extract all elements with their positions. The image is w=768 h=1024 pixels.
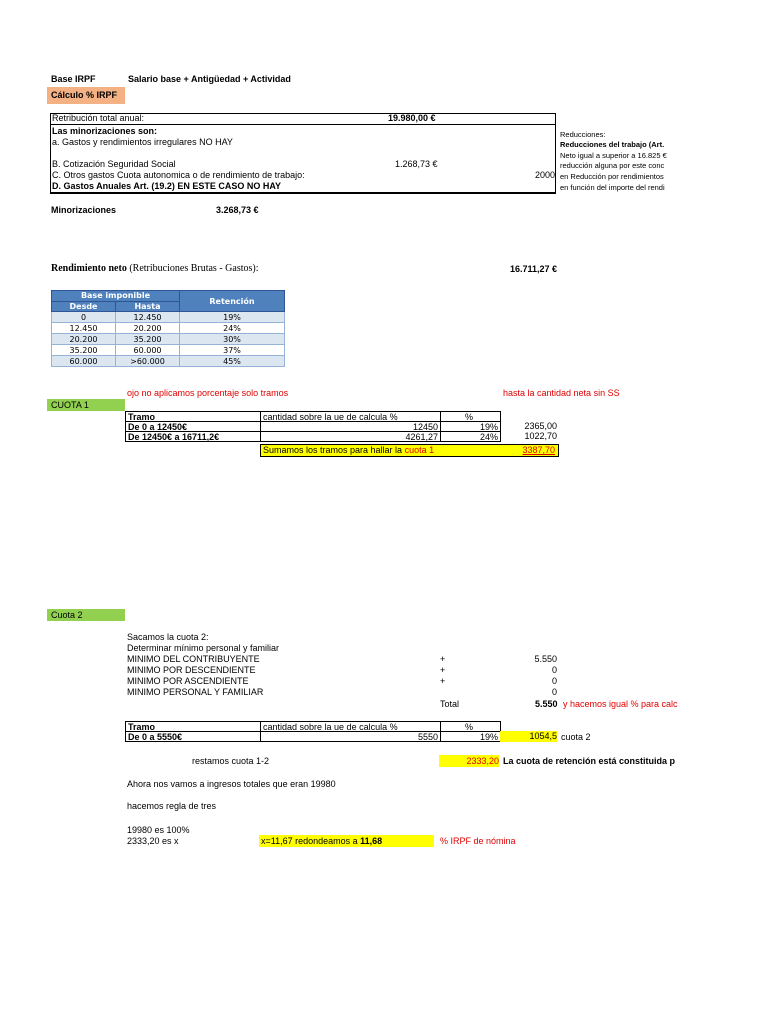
resultado-bold: 11,68 (360, 836, 383, 846)
cuota1-sum-red: cuota 1 (404, 445, 435, 455)
retencion-cell: 45% (180, 356, 285, 367)
cuota2-label: Cuota 2 (47, 609, 125, 621)
hasta-cell: 20.200 (116, 323, 180, 334)
reducciones-notes (560, 130, 768, 196)
cuota2-row-cantidad: 5550 (260, 731, 441, 742)
regla-linea-1: 19980 es 100% (127, 825, 190, 835)
reducciones-label: Reducciones: (560, 130, 606, 139)
retribucion-label: Retribución total anual: (52, 113, 145, 123)
table-row (52, 323, 285, 334)
minimo-contribuyente-label: MINIMO DEL CONTRIBUYENTE (127, 654, 260, 664)
cotizacion-label: B. Cotización Seguridad Social (52, 159, 176, 169)
resultado-prefix: x=11,67 redondeamos a (261, 836, 361, 846)
minimo-contribuyente-value: 5.550 (534, 654, 557, 664)
cuota-retencion-note: La cuota de retención está constituida p (503, 756, 676, 766)
reducciones-line-4: en función del importe del rendi (560, 183, 665, 192)
gastos-irregulares: a. Gastos y rendimientos irregulares NO HAY (52, 137, 233, 147)
cuota1-row2-pct: 24% (440, 431, 501, 442)
minimo-contribuyente-sign: + (440, 654, 446, 664)
hasta-cell: 35.200 (116, 334, 180, 345)
minimo-personal-familiar-label: MINIMO PERSONAL Y FAMILIAR (127, 687, 264, 697)
minimo-personal-familiar-value: 0 (551, 687, 557, 697)
retencion-cell: 30% (180, 334, 285, 345)
rendimiento-neto-rest: (Retribuciones Brutas - Gastos): (126, 263, 259, 274)
cuota1-row2-tramo: De 12450€ a 16711,2€ (125, 431, 261, 442)
desde-header: Desde (52, 301, 116, 312)
retencion-cell: 24% (180, 323, 285, 334)
cuota1-row1-cantidad: 12450 (260, 421, 441, 432)
restamos-label: restamos cuota 1-2 (192, 756, 270, 766)
cuota1-row1-tramo: De 0 a 12450€ (125, 421, 261, 432)
cuota1-sum-value: 3387,70 (522, 445, 555, 455)
total-label: Total (440, 699, 460, 709)
minorizaciones-label: Minorizaciones (51, 205, 117, 215)
minimo-ascendiente-value: 0 (551, 676, 557, 686)
table-row (52, 356, 285, 367)
rendimiento-neto-label (51, 263, 258, 275)
cuota2-row-resultado: 1054,5 (500, 731, 557, 742)
minimo-descendiente-sign: + (440, 665, 446, 675)
resultado-redondeo (259, 835, 434, 847)
cuota1-pct-header: % (440, 411, 501, 422)
base-imponible-header: Base imponible (52, 291, 180, 302)
minimo-descendiente-label: MINIMO POR DESCENDIENTE (127, 665, 256, 675)
table-row (52, 345, 285, 356)
hasta-cell: >60.000 (116, 356, 180, 367)
salario-formula: Salario base + Antigüedad + Actividad (128, 74, 291, 84)
desde-cell: 20.200 (52, 334, 116, 345)
reducciones-trabajo: Reducciones del trabajo (Art. (560, 140, 665, 149)
cuota1-row1-resultado: 2365,00 (524, 421, 557, 431)
desde-cell: 60.000 (52, 356, 116, 367)
base-imponible-table (51, 290, 285, 367)
desde-cell: 35.200 (52, 345, 116, 356)
restamos-value: 2333,20 (439, 755, 499, 767)
table-row (52, 312, 285, 323)
table-row (52, 334, 285, 345)
rendimiento-neto-value: 16.711,27 € (510, 264, 558, 274)
cuota2-row-tramo: De 0 a 5550€ (125, 731, 261, 742)
retribucion-value: 19.980,00 € (388, 113, 436, 123)
rendimiento-neto-bold: Rendimiento neto (51, 263, 127, 274)
box-divider (50, 124, 556, 125)
determinar-minimo: Determinar mínimo personal y familiar (127, 643, 280, 653)
cuota1-sum-text: Sumamos los tramos para hallar la (263, 445, 405, 455)
minorizaciones-value: 3.268,73 € (216, 205, 259, 215)
reducciones-line-2: reducción alguna por este conc (560, 161, 665, 170)
cuota1-row1-pct: 19% (440, 421, 501, 432)
retencion-cell: 37% (180, 345, 285, 356)
base-irpf-label: Base IRPF (51, 74, 96, 84)
minimo-ascendiente-label: MINIMO POR ASCENDIENTE (127, 676, 249, 686)
ojo-note: ojo no aplicamos porcentaje solo tramos (127, 388, 289, 398)
cuota2-row-pct: 19% (440, 731, 501, 742)
regla-de-tres-text: hacemos regla de tres (127, 801, 217, 811)
regla-linea-2: 2333,20 es x (127, 836, 179, 846)
desde-cell: 12.450 (52, 323, 116, 334)
reducciones-line-1: Neto igual a superior a 16.825 € (560, 151, 667, 160)
minimo-descendiente-value: 0 (551, 665, 557, 675)
gastos-anuales: D. Gastos Anuales Art. (19.2) EN ESTE CASO NO HAY (52, 181, 282, 191)
cuota2-cantidad-header: cantidad sobre la ue de calcula % (260, 721, 441, 732)
total-value: 5.550 (535, 699, 558, 709)
retencion-cell: 19% (180, 312, 285, 323)
hasta-cell: 12.450 (116, 312, 180, 323)
total-note: y hacemos igual % para calc (563, 699, 678, 709)
sacamos-cuota2: Sacamos la cuota 2: (127, 632, 209, 642)
cuota1-label: CUOTA 1 (47, 399, 125, 411)
cuota1-tramo-header: Tramo (125, 411, 261, 422)
desde-cell: 0 (52, 312, 116, 323)
hasta-cell: 60.000 (116, 345, 180, 356)
cotizacion-value: 1.268,73 € (395, 159, 438, 169)
retencion-header: Retención (180, 291, 285, 312)
cuota2-tramo-header: Tramo (125, 721, 261, 732)
cuota1-row2-cantidad: 4261,27 (260, 431, 441, 442)
calculo-irpf-header: Cálculo % IRPF (47, 87, 125, 104)
minorizaciones-heading: Las minorizaciones son: (52, 126, 158, 136)
cuota1-sum-row (260, 444, 559, 457)
hasta-note: hasta la cantidad neta sin SS (503, 388, 620, 398)
ingresos-totales-text: Ahora nos vamos a ingresos totales que eran 19980 (127, 779, 336, 789)
irpf-nomina-label: % IRPF de nómina (440, 836, 516, 846)
otros-gastos-value: 2000 (534, 170, 555, 180)
cuota1-cantidad-header: cantidad sobre la ue de calcula % (260, 411, 441, 422)
cuota2-label-text: cuota 2 (561, 732, 591, 742)
minimo-ascendiente-sign: + (440, 676, 446, 686)
cuota1-row2-resultado: 1022,70 (524, 431, 557, 441)
cuota2-pct-header: % (440, 721, 501, 732)
reducciones-line-3: en Reducción por rendimientos (560, 172, 664, 181)
otros-gastos-label: C. Otros gastos Cuota autonomica o de rendimiento de trabajo: (52, 170, 305, 180)
hasta-header: Hasta (116, 301, 180, 312)
